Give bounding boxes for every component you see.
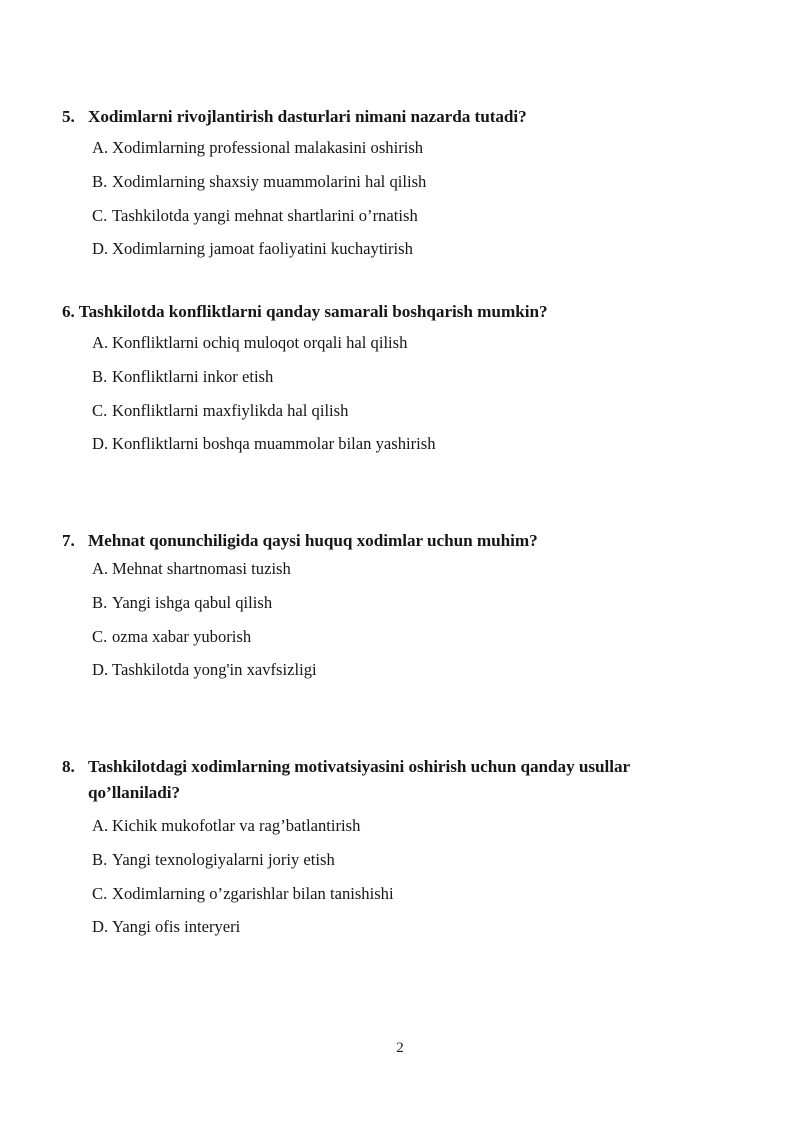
option-letter: C. — [92, 626, 108, 646]
option-letter: C. — [92, 400, 108, 420]
option-row[interactable] — [0, 557, 800, 582]
question-number-7: 7. — [62, 531, 75, 551]
page-number: 2 — [396, 1040, 404, 1056]
option-text: Konfliktlarni boshqa muammolar bilan yashirish — [112, 434, 436, 454]
option-text: Kichik mukofotlar va rag’batlantirish — [112, 816, 361, 836]
option-row[interactable] — [0, 625, 800, 650]
question-number-6: 6. — [62, 302, 75, 322]
question-heading-7 — [0, 528, 800, 554]
option-letter: D. — [92, 239, 109, 259]
option-letter: D. — [92, 917, 109, 937]
option-letter: A. — [92, 816, 109, 836]
option-letter: B. — [92, 366, 108, 386]
option-row[interactable] — [0, 591, 800, 616]
option-letter: B. — [92, 592, 108, 612]
question-number-8: 8. — [62, 757, 75, 777]
question-heading-8 — [0, 754, 800, 806]
question-number-5: 5. — [62, 107, 75, 126]
question-block-7 — [0, 528, 800, 683]
option-row[interactable] — [0, 331, 800, 356]
option-text: ozma xabar yuborish — [112, 626, 252, 646]
option-letter: A. — [92, 559, 109, 579]
question-block-8 — [0, 754, 800, 940]
option-text: Xodimlarning jamoat faoliyatini kuchaytirish — [112, 239, 413, 259]
question-text-6: Tashkilotda konfliktlarni qanday samarali boshqarish mumkin? — [78, 302, 548, 322]
option-row[interactable] — [0, 237, 800, 262]
option-text: Xodimlarning professional malakasini oshirish — [112, 138, 424, 158]
option-text: Konfliktlarni inkor etish — [112, 366, 274, 386]
option-row[interactable] — [0, 399, 800, 424]
option-row[interactable] — [0, 365, 800, 390]
option-row[interactable] — [0, 432, 800, 457]
options-list-6 — [0, 331, 800, 457]
options-list-5 — [0, 136, 800, 262]
option-text: Tashkilotda yong'in xavfsizligi — [112, 660, 317, 680]
question-text-7: Mehnat qonunchiligida qaysi huquq xodimlar uchun muhim? — [88, 531, 538, 551]
option-row[interactable] — [0, 915, 800, 940]
section-gap — [0, 271, 800, 299]
options-list-7 — [0, 557, 800, 683]
option-letter: C. — [92, 205, 108, 225]
section-gap — [0, 466, 800, 528]
question-heading-5 — [0, 104, 800, 130]
option-row[interactable] — [0, 204, 800, 229]
options-list-8 — [0, 814, 800, 940]
option-letter: D. — [92, 434, 109, 454]
option-letter: B. — [92, 850, 108, 870]
question-block-5 — [0, 104, 800, 262]
option-text: Konfliktlarni ochiq muloqot orqali hal qilish — [112, 333, 408, 353]
option-row[interactable] — [0, 658, 800, 683]
option-letter: A. — [92, 138, 109, 158]
option-letter: C. — [92, 883, 108, 903]
question-text-8: Tashkilotdagi xodimlarning motivatsiyasini oshirish uchun qanday usullar qo’llaniladi? — [88, 757, 630, 803]
option-letter: D. — [92, 660, 109, 680]
option-letter: B. — [92, 171, 108, 191]
question-block-6 — [0, 299, 800, 457]
option-text: Xodimlarning shaxsiy muammolarini hal qilish — [112, 171, 427, 191]
option-text: Mehnat shartnomasi tuzish — [112, 559, 291, 579]
option-text: Yangi ofis interyeri — [112, 917, 241, 937]
option-text: Xodimlarning o’zgarishlar bilan tanishishi — [112, 883, 394, 903]
option-letter: A. — [92, 333, 109, 353]
option-row[interactable] — [0, 882, 800, 907]
section-gap — [0, 692, 800, 754]
option-row[interactable] — [0, 136, 800, 161]
option-text: Tashkilotda yangi mehnat shartlarini o’rnatish — [112, 205, 418, 225]
option-row[interactable] — [0, 814, 800, 839]
option-text: Yangi ishga qabul qilish — [112, 592, 273, 612]
option-row[interactable] — [0, 170, 800, 195]
option-text: Konfliktlarni maxfiylikda hal qilish — [112, 400, 349, 420]
option-row[interactable] — [0, 848, 800, 873]
option-text: Yangi texnologiyalarni joriy etish — [112, 850, 335, 870]
question-text-5: Xodimlarni rivojlantirish dasturlari nimani nazarda tutadi? — [88, 107, 527, 126]
question-heading-6 — [0, 299, 800, 325]
